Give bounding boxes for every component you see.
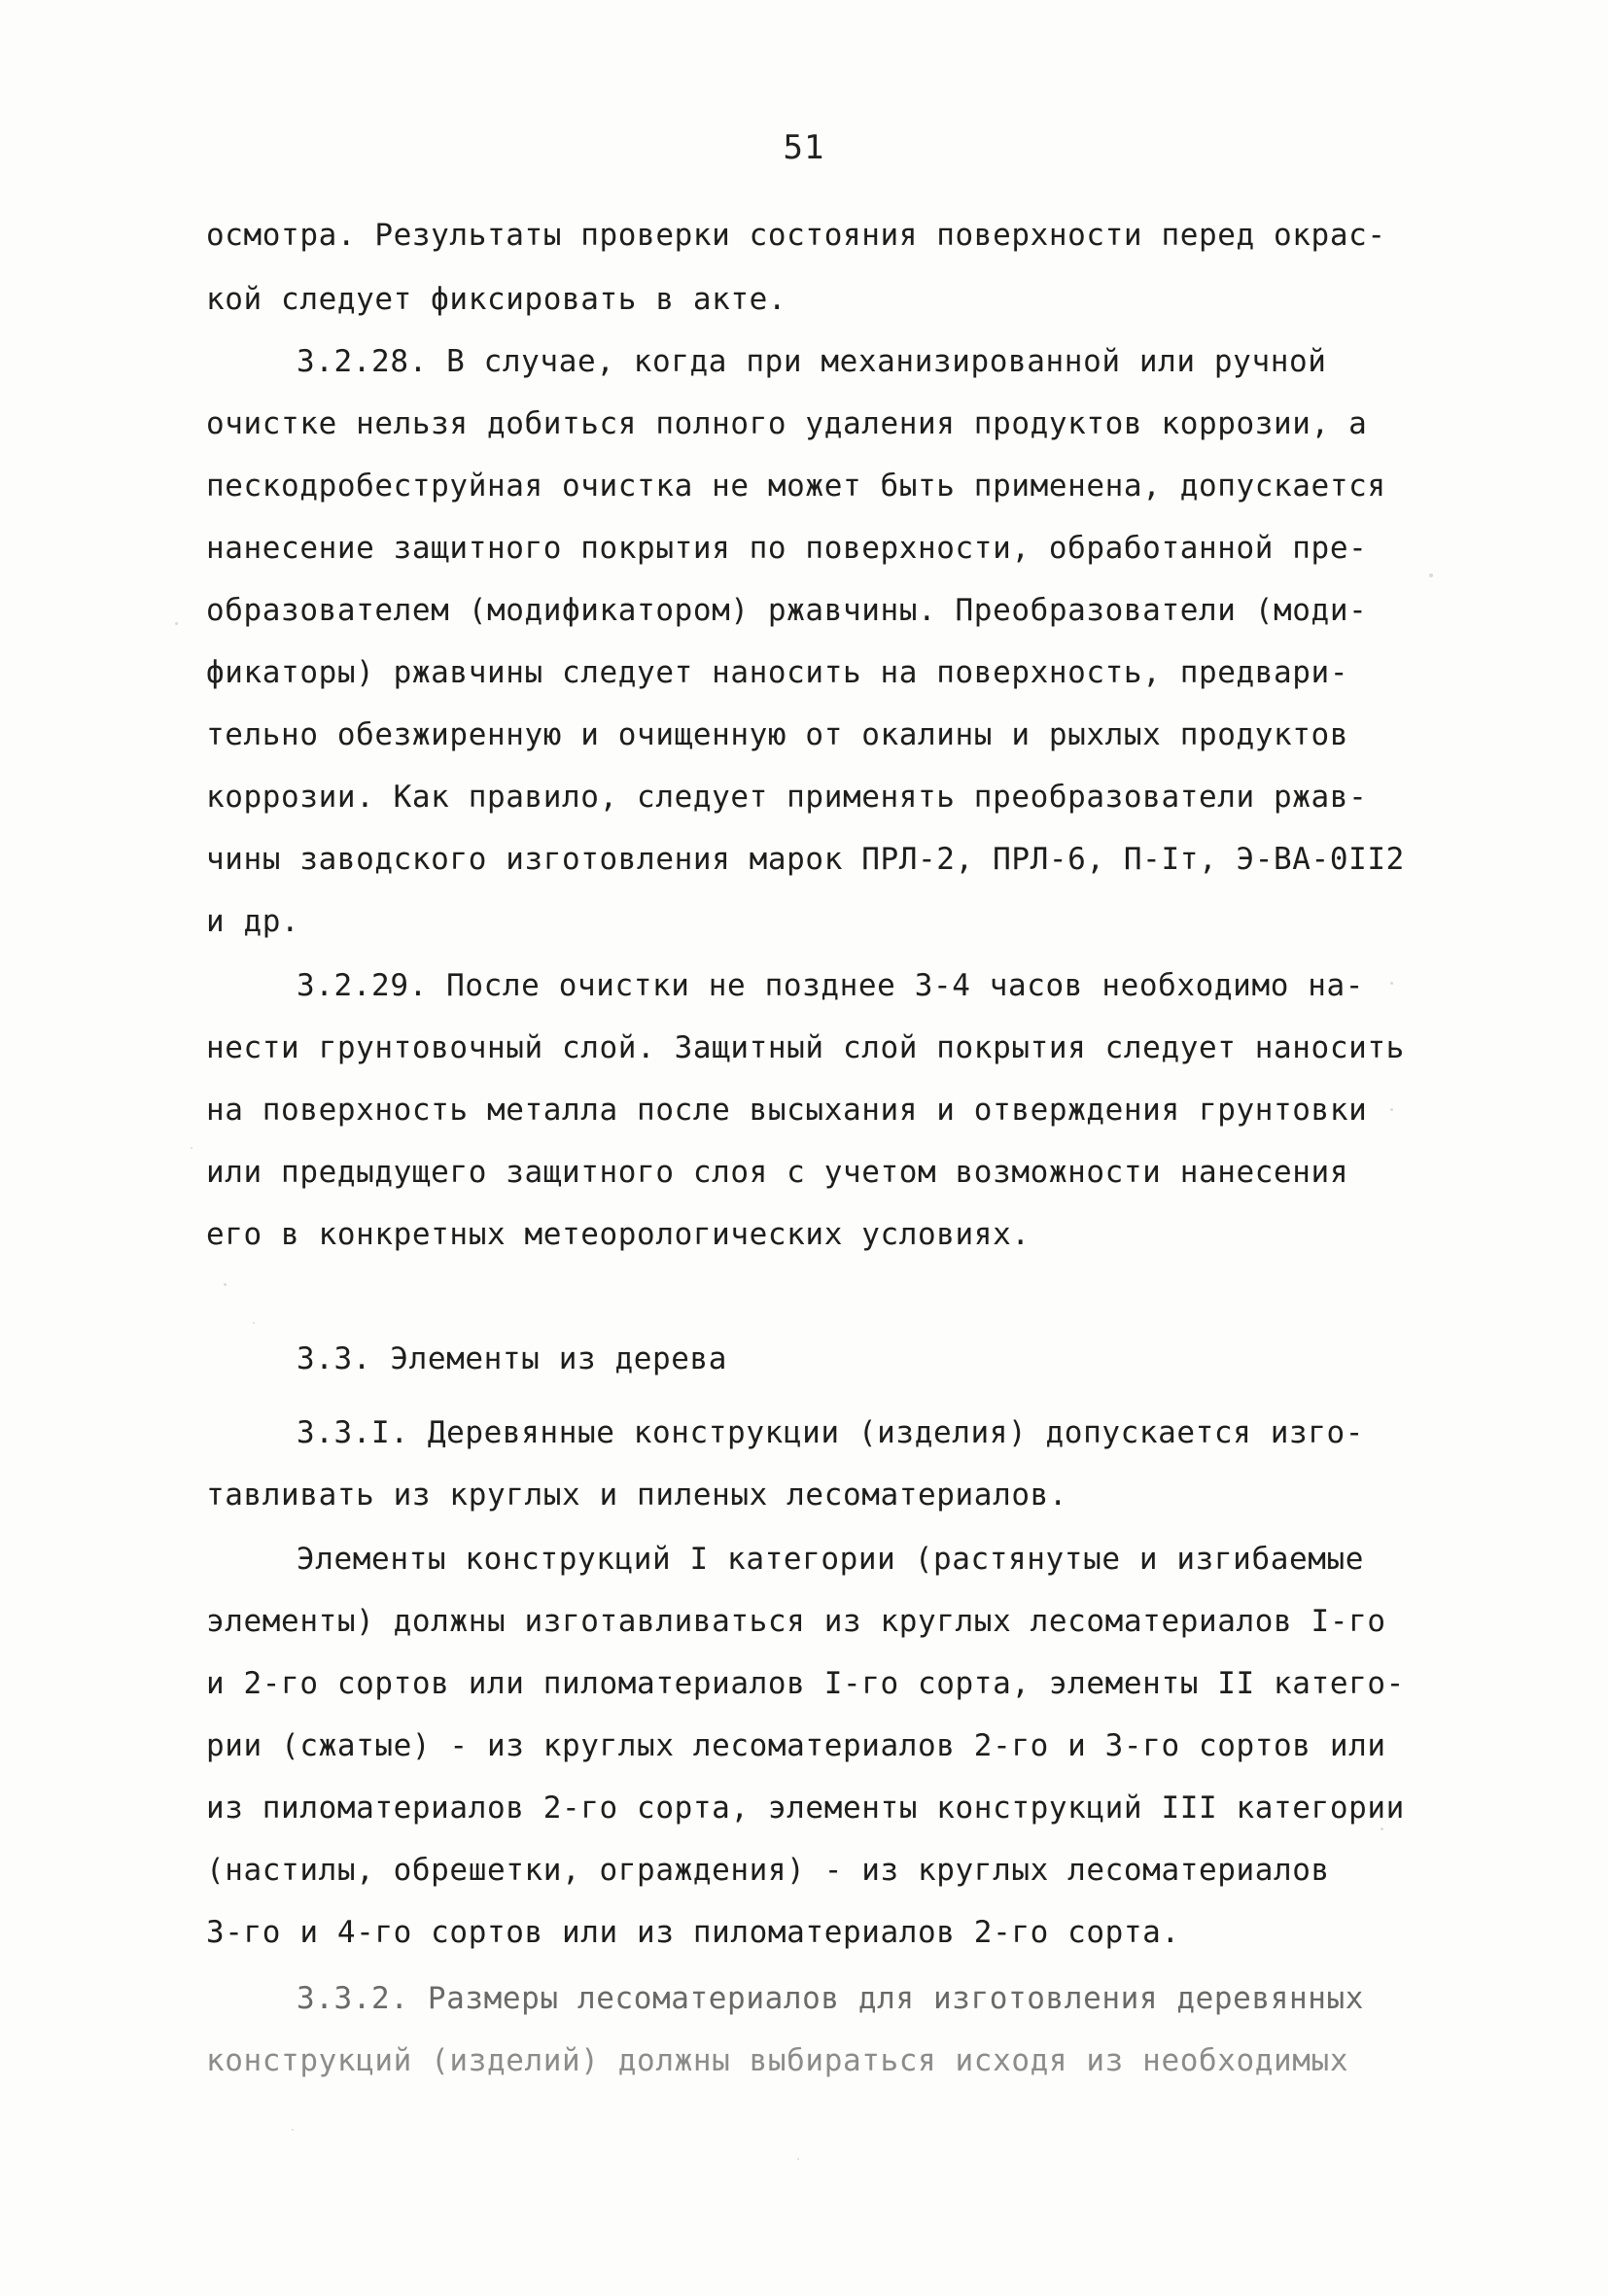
text-line: или предыдущего защитного слоя с учетом возможности нанесения <box>206 1155 1349 1190</box>
text-line: тельно обезжиренную и очищенную от окалины и рыхлых продуктов <box>206 717 1349 752</box>
text-line: тавливать из круглых и пиленых лесоматериалов. <box>206 1478 1068 1513</box>
text-line: и др. <box>206 904 300 939</box>
text-line: нести грунтовочный слой. Защитный слой покрытия следует наносить <box>206 1030 1405 1065</box>
page-number: 51 <box>783 128 825 167</box>
paragraph-3-3-1-start: 3.3.I. Деревянные конструкции (изделия) допускается изго- <box>297 1415 1365 1450</box>
text-line: пескодробеструйная очистка не может быть применена, допускается <box>206 469 1386 504</box>
text-line: очистке нельзя добиться полного удаления продуктов коррозии, а <box>206 406 1368 441</box>
text-line: конструкций (изделий) должны выбираться исходя из необходимых <box>206 2043 1349 2078</box>
paragraph-3-2-28-start: 3.2.28. В случае, когда при механизированной или ручной <box>297 344 1327 379</box>
text-line: из пиломатериалов 2-го сорта, элементы конструкций III категории <box>206 1791 1405 1826</box>
text-line: чины заводского изготовления марок ПРЛ-2, ПРЛ-6, П-Iт, Э-ВА-0II2 <box>206 842 1405 877</box>
text-line: 3-го и 4-го сортов или из пиломатериалов 2-го сорта. <box>206 1915 1180 1950</box>
scan-speckle <box>224 1283 227 1286</box>
scan-speckle <box>1429 574 1433 577</box>
text-line: его в конкретных метеорологических условиях. <box>206 1217 1031 1252</box>
text-line: на поверхность металла после высыхания и отверждения грунтовки <box>206 1093 1368 1128</box>
scan-speckle <box>253 1322 255 1324</box>
text-line: осмотра. Результаты проверки состояния поверхности перед окрас- <box>206 218 1386 253</box>
text-line: элементы) должны изготавливаться из круглых лесоматериалов I-го <box>206 1604 1386 1639</box>
text-line: Элементы конструкций I категории (растянутые и изгибаемые <box>297 1542 1365 1577</box>
scan-speckle <box>1381 1827 1383 1830</box>
text-line: рии (сжатые) - из круглых лесоматериалов 2-го и 3-го сортов или <box>206 1728 1386 1763</box>
text-line: (настилы, обрешетки, ограждения) - из круглых лесоматериалов <box>206 1853 1330 1888</box>
scan-speckle <box>175 622 178 625</box>
text-line: фикаторы) ржавчины следует наносить на поверхность, предвари- <box>206 655 1349 690</box>
text-line: образователем (модификатором) ржавчины. Преобразователи (моди- <box>206 593 1368 628</box>
scan-speckle <box>1390 982 1393 985</box>
text-line: коррозии. Как правило, следует применять преобразователи ржав- <box>206 780 1368 815</box>
scan-speckle <box>797 2158 799 2160</box>
text-line: кой следует фиксировать в акте. <box>206 282 787 317</box>
paragraph-3-3-2-start: 3.3.2. Размеры лесоматериалов для изготовления деревянных <box>297 1981 1365 2016</box>
text-line: и 2-го сортов или пиломатериалов I-го сорта, элементы II катего- <box>206 1666 1405 1701</box>
text-line: нанесение защитного покрытия по поверхности, обработанной пре- <box>206 531 1368 566</box>
scan-speckle <box>1390 1108 1393 1111</box>
scan-speckle <box>191 1147 192 1149</box>
section-heading-3-3: 3.3. Элементы из дерева <box>297 1341 728 1376</box>
scan-speckle <box>292 2129 294 2131</box>
paragraph-3-2-29-start: 3.2.29. После очистки не позднее 3-4 часов необходимо на- <box>297 968 1365 1003</box>
